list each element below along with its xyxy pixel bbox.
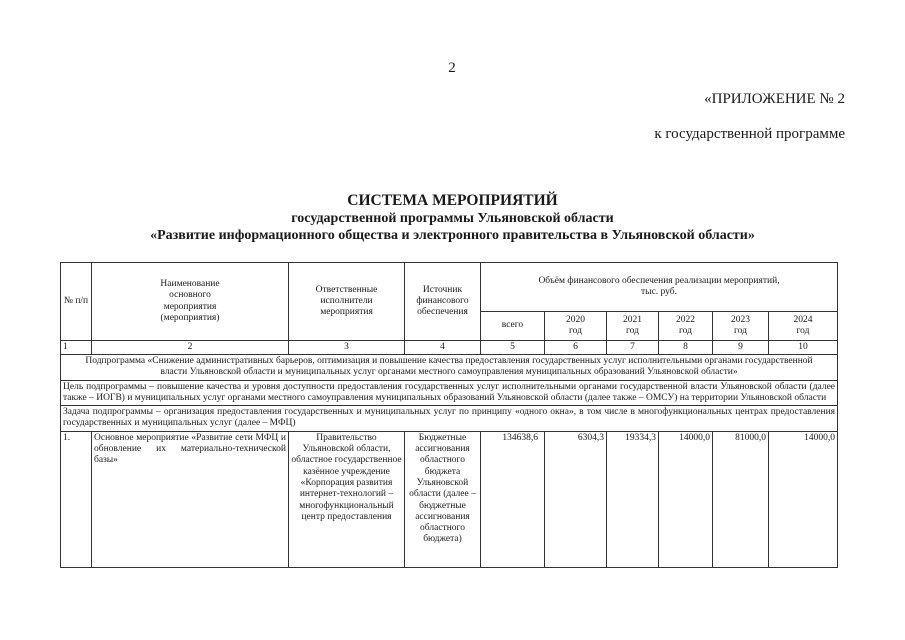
column-number: 7	[607, 341, 659, 355]
row-2023: 81000,0	[713, 431, 769, 567]
annex-subtitle: к государственной программе	[654, 126, 845, 142]
row-source: Бюджетные ассигнования областного бюджета Ульяновской области (далее – бюджетные ассигнования областного бюджета)	[405, 431, 481, 567]
row-num: 1.	[61, 431, 92, 567]
header-num: № п/п	[61, 263, 92, 341]
column-number: 1	[61, 341, 92, 355]
row-2022: 14000,0	[659, 431, 713, 567]
column-number: 5	[481, 341, 545, 355]
column-number: 10	[769, 341, 838, 355]
column-number: 6	[545, 341, 607, 355]
document-title	[0, 192, 905, 244]
row-total: 134638,6	[481, 431, 545, 567]
title-line-3: «Развитие информационного общества и электронного правительства в Ульяновской области»	[150, 228, 755, 243]
page-number: 2	[448, 60, 456, 76]
goal-row: Цель подпрограммы – повышение качества и уровня доступности предоставления государственных услуг исполнительными органами государственной власти Ульяновской области (далее также – ИОГВ) и муниципальных услуг органами местного самоуправления муниципальных образований Ульяновской области (далее также – ОМСУ) на территории Ульяновской области	[61, 380, 838, 406]
column-number-row	[61, 341, 838, 355]
header-total: всего	[481, 312, 545, 341]
header-2020: 2020 год	[545, 312, 607, 341]
row-name: Основное мероприятие «Развитие сети МФЦ и обновление их материально-технической базы»	[92, 431, 289, 567]
header-source: Источник финансового обеспечения	[405, 263, 481, 341]
row-2021: 19334,3	[607, 431, 659, 567]
measures-table	[60, 262, 838, 568]
header-2024: 2024 год	[769, 312, 838, 341]
header-2023: 2023 год	[713, 312, 769, 341]
table-row	[61, 431, 838, 567]
annex-title: «ПРИЛОЖЕНИЕ № 2	[704, 91, 845, 107]
row-2020: 6304,3	[545, 431, 607, 567]
row-responsible: Правительство Ульяновской области, областное государственное казённое учреждение «Корпорация развития интернет-технологий – многофункциональный центр предоставления	[289, 431, 405, 567]
column-number: 3	[289, 341, 405, 355]
title-line-1: СИСТЕМА МЕРОПРИЯТИЙ	[347, 192, 558, 209]
header-name: Наименование основного мероприятия (мероприятия)	[92, 263, 289, 341]
header-responsible: Ответственные исполнители мероприятия	[289, 263, 405, 341]
task-row: Задача подпрограммы – организация предоставления государственных и муниципальных услуг по принципу «одного окна», в том числе в многофункциональных центрах предоставления государственных и муниципальных услуг (далее – МФЦ)	[61, 406, 838, 432]
header-2021: 2021 год	[607, 312, 659, 341]
row-2024: 14000,0	[769, 431, 838, 567]
column-number: 9	[713, 341, 769, 355]
header-2022: 2022 год	[659, 312, 713, 341]
column-number: 8	[659, 341, 713, 355]
title-line-2: государственной программы Ульяновской области	[291, 211, 614, 226]
header-funding: Объём финансового обеспечения реализации мероприятий, тыс. руб.	[481, 263, 838, 312]
column-number: 4	[405, 341, 481, 355]
subprogram-row: Подпрограмма «Снижение административных барьеров, оптимизация и повышение качества предоставления государственных услуг исполнительными органами государственной власти Ульяновской области и муниципальных услуг органами местного самоуправления муниципальных образований Ульяновской области»	[61, 355, 838, 381]
column-number: 2	[92, 341, 289, 355]
